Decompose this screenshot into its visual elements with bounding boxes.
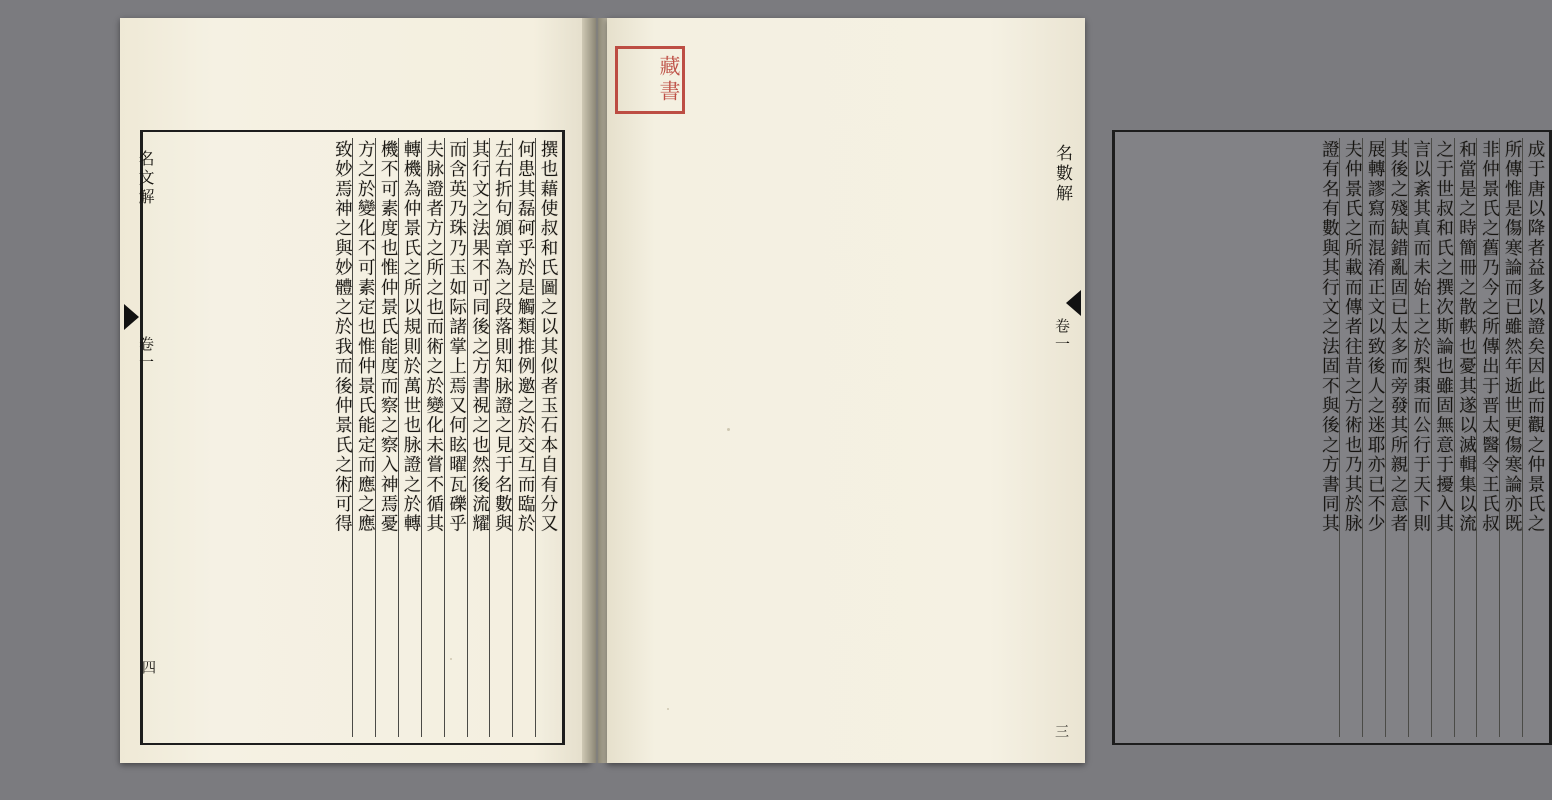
text-column: 而含英乃珠乃玉如际諸掌上焉又何眩曜瓦礫乎 bbox=[444, 138, 467, 737]
right-page bbox=[607, 18, 1545, 763]
right-margin-folio-number: 三 bbox=[1053, 724, 1069, 741]
right-margin-fascicle: 卷一 bbox=[1053, 318, 1071, 354]
text-column: 所傳惟是傷寒論而已雖然年逝世更傷寒論亦既 bbox=[1499, 138, 1522, 737]
text-column: 其後之殘缺錯亂固已太多而旁發其所親之意者 bbox=[1385, 138, 1408, 737]
fishtail-mark-icon bbox=[124, 304, 139, 330]
open-book bbox=[120, 18, 1545, 783]
left-column-group bbox=[143, 132, 562, 743]
text-column: 證有名有數與其行文之法固不與後之方書同其 bbox=[1319, 140, 1340, 534]
left-page bbox=[120, 18, 590, 763]
text-column: 其行文之法果不可同後之方書視之也然後流耀 bbox=[467, 138, 490, 737]
right-column-group bbox=[1115, 132, 1549, 743]
text-column: 夫仲景氏之所載而傳者往昔之方術也乃其於脉 bbox=[1339, 138, 1362, 737]
paper-speck bbox=[370, 488, 373, 491]
text-column: 夫脉證者方之所之也而術之於變化未嘗不循其 bbox=[421, 138, 444, 737]
text-column: 之于世叔和氏之撰次斯論也雖固無意于擾入其 bbox=[1431, 138, 1454, 737]
left-margin-fascicle: 卷一 bbox=[137, 336, 155, 372]
text-column: 轉機為仲景氏之所以規則於萬世也脉證之於轉 bbox=[398, 138, 421, 737]
text-column: 方之於變化不可素定也惟仲景氏能定而應之應 bbox=[352, 138, 375, 737]
text-column: 成于唐以降者益多以證矣因此而觀之仲景氏之 bbox=[1522, 138, 1545, 737]
text-column: 機不可素度也惟仲景氏能度而察之察入神焉憂 bbox=[375, 138, 398, 737]
fishtail-mark-icon bbox=[1066, 290, 1081, 316]
left-margin-folio-number: 四 bbox=[140, 660, 156, 677]
right-text-frame bbox=[1112, 130, 1552, 745]
text-column: 致妙焉神之與妙體之於我而後仲景氏之術可得 bbox=[332, 140, 353, 534]
text-column: 展轉謬寫而混淆正文以致後人之迷耶亦已不少 bbox=[1362, 138, 1385, 737]
paper-speck bbox=[727, 428, 730, 431]
text-column: 何患其磊砢乎於是觸類推例邀之於交互而臨於 bbox=[512, 138, 535, 737]
paper-speck bbox=[667, 708, 669, 710]
text-column: 言以紊其真而未始上之於梨棗而公行于天下則 bbox=[1408, 138, 1431, 737]
right-margin-title: 名數解 bbox=[1052, 144, 1072, 204]
text-column: 左右折句頒章為之段落則知脉證之見于名數與 bbox=[489, 138, 512, 737]
collector-seal-stamp: 藏書 bbox=[615, 46, 685, 114]
text-column: 撰也藉使叔和氏圖之以其似者玉石本自有分又 bbox=[535, 138, 558, 737]
left-margin-title: 名文解 bbox=[136, 150, 155, 207]
text-column: 和當是之時簡冊之散軼也憂其遂以滅輯集以流 bbox=[1454, 138, 1477, 737]
text-column: 非仲景氏之舊乃今之所傳出于晋太醫令王氏叔 bbox=[1476, 138, 1499, 737]
paper-speck bbox=[450, 658, 452, 660]
left-text-frame bbox=[140, 130, 565, 745]
